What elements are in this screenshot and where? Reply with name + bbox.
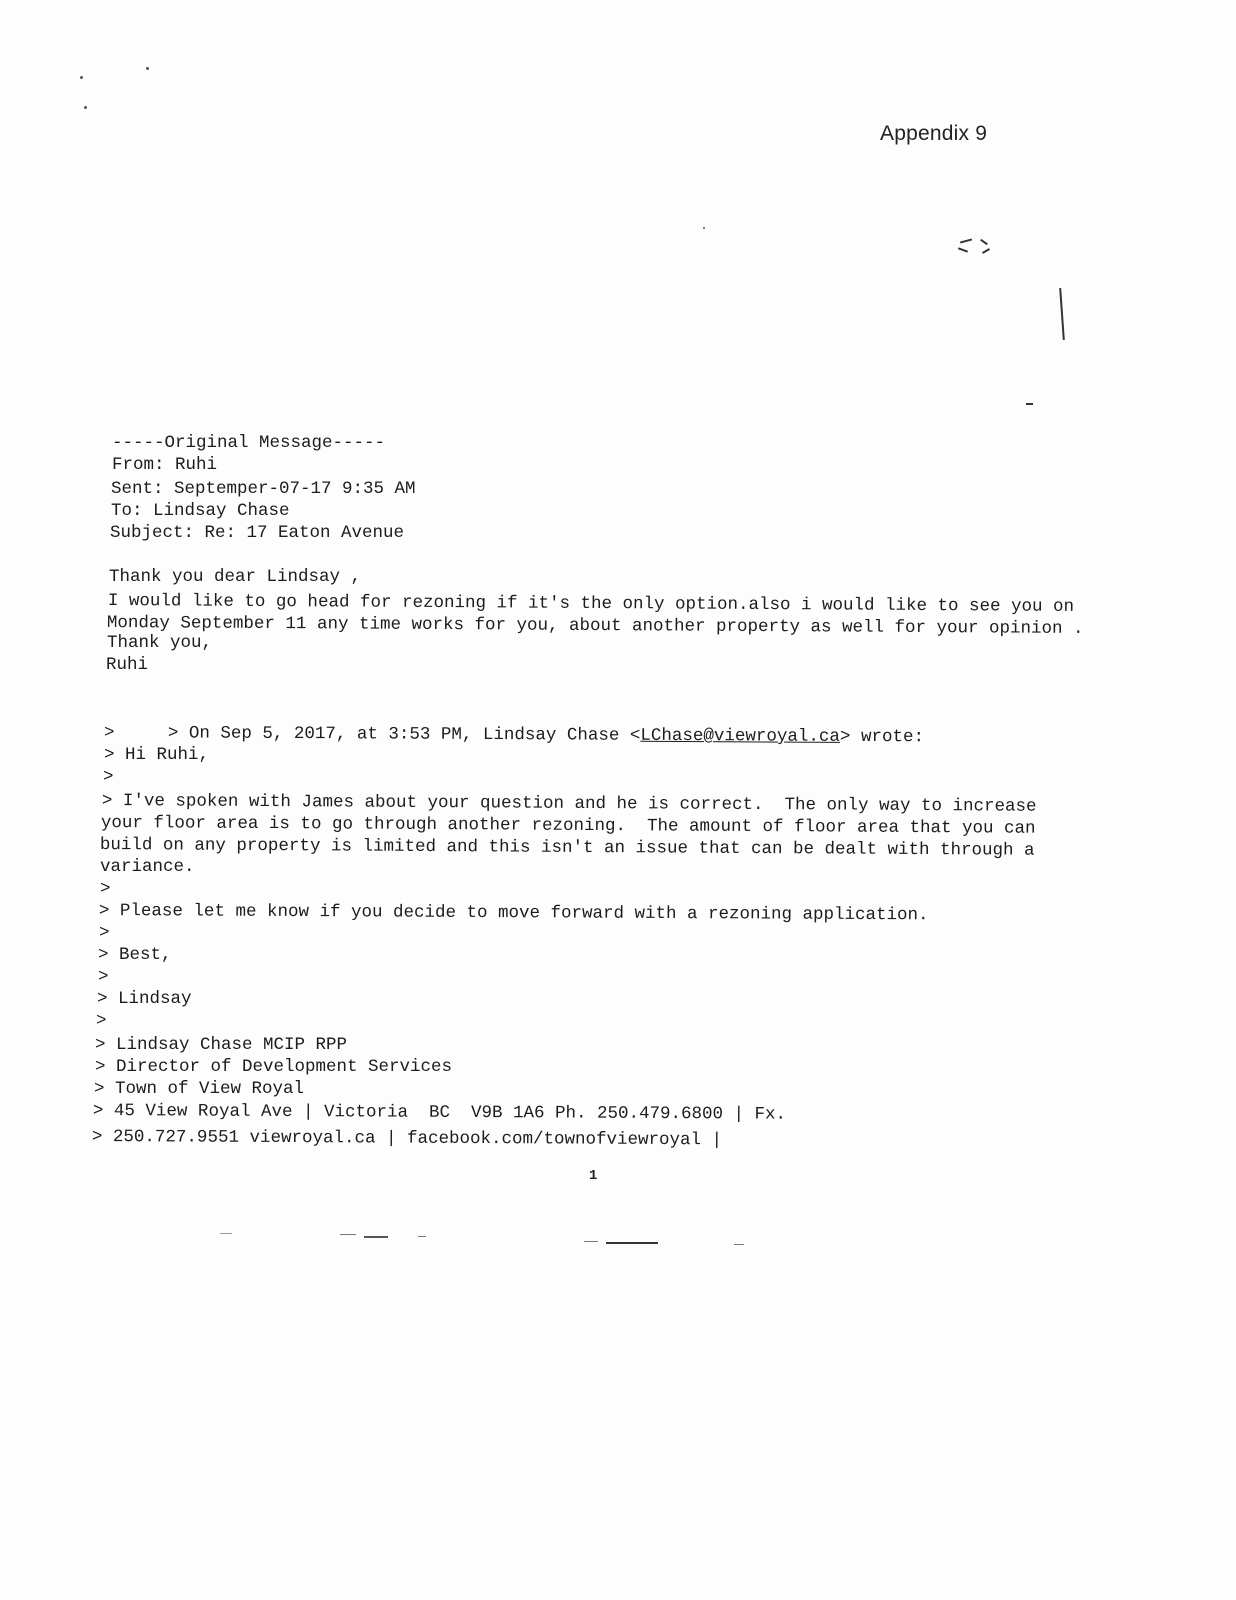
scan-mark	[418, 1236, 426, 1237]
quoted-name: > Lindsay	[97, 989, 192, 1009]
original-message-marker: -----Original Message-----	[112, 433, 386, 453]
appendix-label: Appendix 9	[880, 122, 988, 145]
quote-marker: >	[98, 967, 109, 987]
scan-mark	[340, 1234, 356, 1235]
scan-mark	[982, 248, 990, 254]
reply-line: Thank you dear Lindsay ,	[109, 567, 362, 587]
scan-speck	[146, 67, 149, 70]
signature-name: > Lindsay Chase MCIP RPP	[95, 1035, 348, 1055]
scan-mark	[1026, 403, 1033, 405]
quoted-body-line: > I've spoken with James about your question and he is correct. The only way to increase	[101, 791, 1037, 817]
scan-mark	[734, 1244, 744, 1245]
scan-mark	[958, 247, 968, 252]
scan-mark	[220, 1233, 232, 1234]
email-link[interactable]: LChase@viewroyal.ca	[640, 725, 841, 747]
quote-marker: >	[103, 767, 114, 787]
sent-line: Sent: Septemper-07-17 9:35 AM	[111, 479, 416, 499]
quote-marker: >	[100, 879, 111, 899]
quoted-body-line: your floor area is to go through another rezoning. The amount of floor area that you can	[100, 813, 1036, 839]
scan-speck	[80, 76, 83, 79]
scan-mark	[584, 1241, 598, 1242]
reply-line: Monday September 11 any time works for you, about another property as well for your opinion .	[106, 613, 1084, 639]
quoted-intro-prefix: > On Sep 5, 2017, at 3:53 PM, Lindsay Chase <	[167, 723, 641, 746]
scan-mark	[1059, 288, 1065, 340]
quoted-body-line: variance.	[100, 857, 195, 877]
quoted-closing: > Best,	[98, 945, 172, 965]
scan-speck	[84, 106, 87, 109]
scan-mark	[364, 1236, 388, 1238]
scan-mark	[980, 239, 988, 245]
quote-marker: >	[104, 723, 115, 743]
scan-mark	[606, 1242, 658, 1244]
reply-signature: Ruhi	[106, 655, 149, 675]
reply-line: I would like to go head for rezoning if it's the only option.also i would like to see you on	[107, 591, 1075, 617]
quote-marker: >	[96, 1011, 107, 1031]
reply-line: Thank you,	[107, 633, 213, 653]
page-number: 1	[589, 1168, 598, 1184]
from-line: From: Ruhi	[112, 455, 218, 475]
quote-marker: >	[99, 923, 110, 943]
signature-address: > 45 View Royal Ave | Victoria BC V9B 1A6 Ph. 250.479.6800 | Fx.	[92, 1101, 787, 1125]
quoted-intro-suffix: > wrote:	[839, 726, 925, 748]
quoted-body-line: build on any property is limited and this isn't an issue that can be dealt with through a	[99, 835, 1035, 861]
scan-speck	[703, 227, 705, 229]
signature-title: > Director of Development Services	[95, 1057, 453, 1077]
signature-contact: > 250.727.9551 viewroyal.ca | facebook.com/townofviewroyal |	[91, 1127, 723, 1151]
quoted-please-line: > Please let me know if you decide to move forward with a rezoning application.	[98, 901, 929, 926]
signature-organization: > Town of View Royal	[94, 1079, 305, 1099]
quoted-greeting: > Hi Ruhi,	[104, 745, 210, 765]
to-line: To: Lindsay Chase	[111, 501, 290, 521]
scan-mark	[960, 238, 972, 243]
subject-line: Subject: Re: 17 Eaton Avenue	[110, 523, 405, 543]
quoted-intro	[105, 700, 924, 770]
